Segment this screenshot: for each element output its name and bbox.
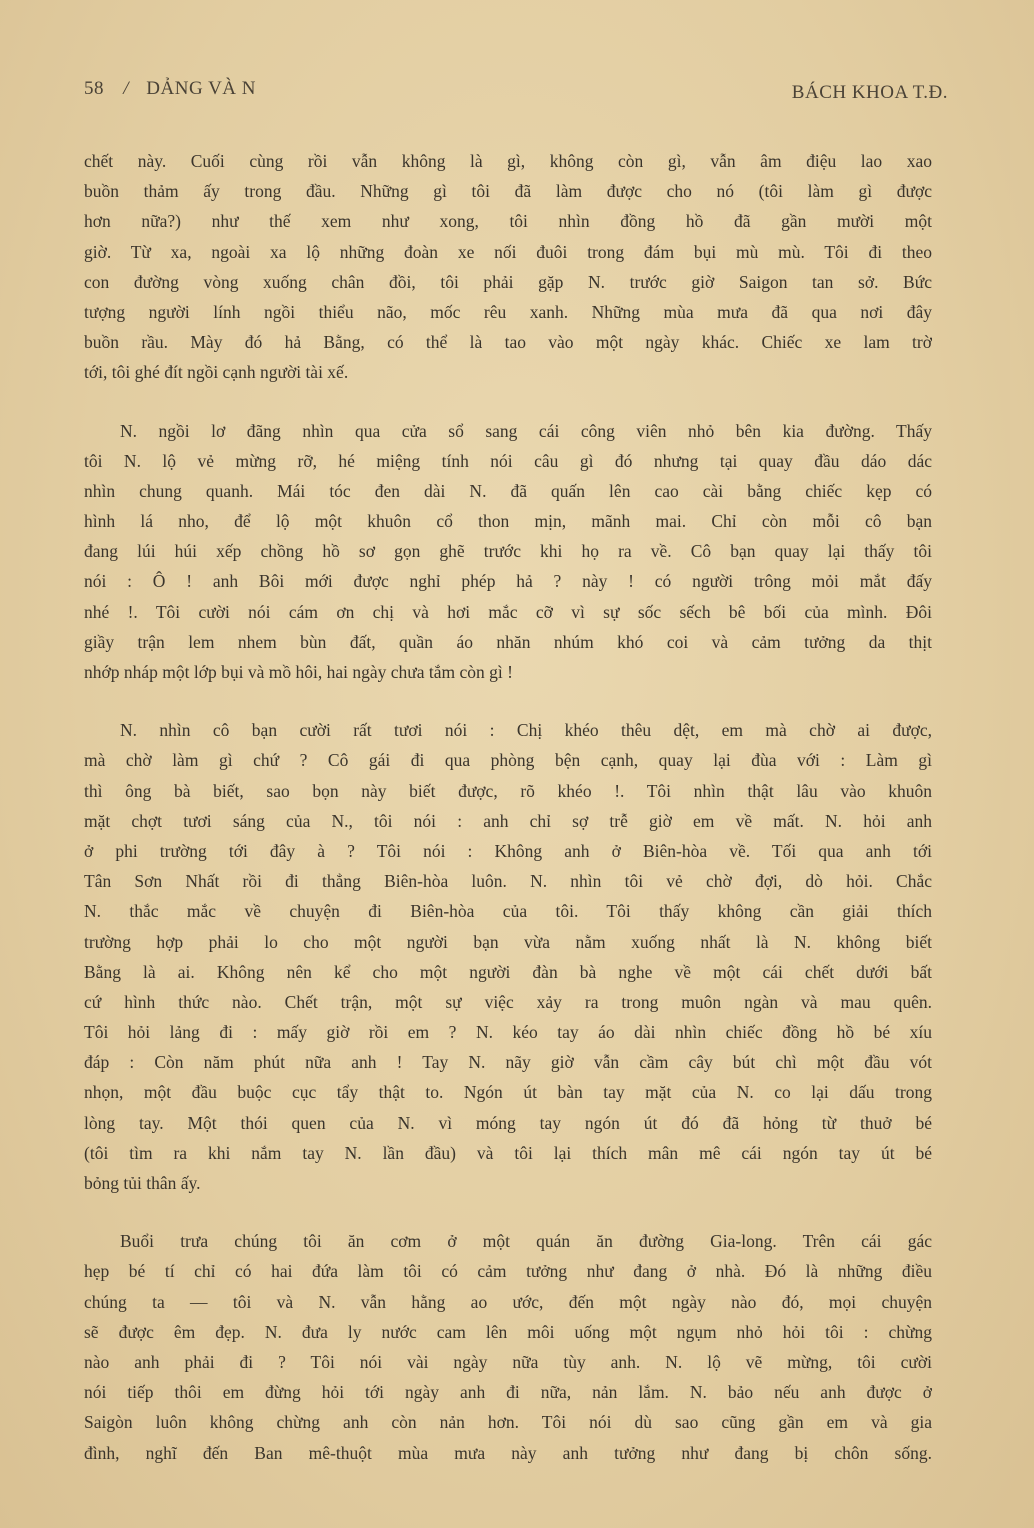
text-line: hẹp bé tí chỉ có hai đứa làm tôi có cảm tưởng như đang ở nhà. Đó là những điều xyxy=(84,1261,932,1282)
header-separator: / xyxy=(123,78,130,99)
publication-title: BÁCH KHOA T.Đ. xyxy=(791,82,948,103)
text-line: nói tiếp thôi em đừng hỏi tới ngày anh đi nữa, nản lắm. N. bảo nếu anh được ở xyxy=(84,1382,932,1403)
text-line: lòng tay. Một thói quen của N. vì móng tay ngón út đó đã hỏng từ thuở bé xyxy=(84,1112,932,1133)
text-line: cứ hình thức nào. Chết trận, một sự việc xảy ra trong muôn ngàn và mau quên. xyxy=(84,991,932,1012)
text-line: N. nhìn cô bạn cười rất tươi nói : Chị khéo thêu dệt, em mà chờ ai được, xyxy=(120,720,932,741)
text-line: hơn nữa?) như thế xem như xong, tôi nhìn đồng hồ đã gần mười một xyxy=(84,211,932,232)
text-line: nhọn, một đầu buộc cục tẩy thật to. Ngón út bàn tay mặt của N. co lại dấu trong xyxy=(84,1082,932,1103)
paragraph-3 xyxy=(84,715,932,1198)
text-line: thì ông bà biết, sao bọn này biết được, rõ khéo !. Tôi nhìn thật lâu vào khuôn xyxy=(84,780,932,801)
paragraph-4 xyxy=(84,1226,932,1468)
text-line: đáp : Còn năm phút nữa anh ! Tay N. nãy giờ vẫn cầm cây bút chì một đầu vót xyxy=(84,1052,932,1073)
text-line: N. thắc mắc về chuyện đi Biên-hòa của tôi. Tôi thấy không cần giải thích xyxy=(84,901,932,922)
text-line: nhớp nháp một lớp bụi và mồ hôi, hai ngày chưa tắm còn gì ! xyxy=(84,662,513,682)
text-line: buồn rầu. Mày đó hả Bằng, có thể là tao vào một ngày khác. Chiếc xe lam trờ xyxy=(84,332,932,353)
text-line: chết này. Cuối cùng rồi vẫn không là gì, không còn gì, vẫn âm điệu lao xao xyxy=(84,151,932,171)
text-line: ở phi trường tới đây à ? Tôi nói : Không anh ở Biên-hòa về. Tối qua anh tới xyxy=(84,840,932,861)
text-line: tượng người lính ngồi thiểu não, mốc rêu xanh. Những mùa mưa đã qua nơi đây xyxy=(84,301,932,322)
text-line: tôi N. lộ vẻ mừng rỡ, hé miệng tính nói câu gì đó nhưng tại quay đầu dáo dác xyxy=(84,450,932,471)
text-line: Buổi trưa chúng tôi ăn cơm ở một quán ăn đường Gia-long. Trên cái gác xyxy=(120,1231,932,1252)
chapter-title: DẢNG VÀ N xyxy=(146,78,256,99)
text-line: mặt chợt tươi sáng của N., tôi nói : anh chỉ sợ trễ giờ em về mất. N. hỏi anh xyxy=(84,810,932,831)
text-line: tới, tôi ghé đít ngồi cạnh người tài xế. xyxy=(84,362,349,383)
page-number: 58 xyxy=(84,78,104,99)
text-line: Bằng là ai. Không nên kể cho một người đàn bà nghe về một cái chết dưới bất xyxy=(84,961,932,982)
text-line: Tôi hỏi lảng đi : mấy giờ rồi em ? N. kéo tay áo dài nhìn chiếc đồng hồ bé xíu xyxy=(84,1022,932,1043)
text-line: trường hợp phải lo cho một người bạn vừa nằm xuống nhất là N. không biết xyxy=(84,931,932,952)
text-line: nhé !. Tôi cười nói cám ơn chị và hơi mắc cỡ vì sự sốc sếch bê bối của mình. Đôi xyxy=(84,601,932,622)
text-line: đình, nghĩ đến Ban mê-thuột mùa mưa này anh tưởng như đang bị chôn sống. xyxy=(84,1442,932,1463)
text-line: N. ngồi lơ đãng nhìn qua cửa sổ sang cái công viên nhỏ bên kia đường. Thấy xyxy=(120,420,932,441)
text-line: bỏng tủi thân ấy. xyxy=(84,1173,201,1193)
text-line: giầy trận lem nhem bùn đất, quần áo nhăn nhúm khó coi và cảm tưởng da thịt xyxy=(84,631,932,652)
paragraph-2 xyxy=(84,416,932,688)
text-line: nói : Ô ! anh Bôi mới được nghỉ phép hả ? này ! có người trông mỏi mắt đấy xyxy=(84,571,932,592)
text-line: mà chờ làm gì chứ ? Cô gái đi qua phòng bện cạnh, quay lại đùa với : Làm gì xyxy=(84,750,932,771)
body-text xyxy=(84,146,932,1496)
paragraph-1 xyxy=(84,146,932,388)
text-line: nào anh phải đi ? Tôi nói vài ngày nữa tùy anh. N. lộ vẽ mừng, tôi cười xyxy=(84,1351,932,1372)
text-line: buồn thảm ấy trong đầu. Những gì tôi đã làm được cho nó (tôi làm gì được xyxy=(84,181,932,202)
text-line: sẽ được êm đẹp. N. đưa ly nước cam lên môi uống một ngụm nhỏ hỏi tôi : chừng xyxy=(84,1321,932,1342)
header-left xyxy=(84,78,256,100)
text-line: giờ. Từ xa, ngoài xa lộ những đoàn xe nối đuôi trong đám bụi mù mù. Tôi đi theo xyxy=(84,241,932,262)
text-line: con đường vòng xuống chân đồi, tôi phải gặp N. trước giờ Saigon tan sở. Bức xyxy=(84,271,932,292)
text-line: Tân Sơn Nhất rồi đi thẳng Biên-hòa luôn. N. nhìn tôi vẻ chờ đợi, dò hỏi. Chắc xyxy=(84,871,932,892)
text-line: đang lúi húi xếp chồng hồ sơ gọn ghẽ trước khi họ ra về. Cô bạn quay lại thấy tôi xyxy=(84,541,932,562)
text-line: Saigòn luôn không chừng anh còn nản hơn. Tôi nói dù sao cũng gần em và gia xyxy=(84,1412,932,1433)
text-line: (tôi tìm ra khi nắm tay N. lần đầu) và tôi lại thích mân mê cái ngón tay út bé xyxy=(84,1142,932,1163)
page-header xyxy=(84,78,948,108)
text-line: hình lá nho, để lộ một khuôn cổ thon mịn, mãnh mai. Chỉ còn mỗi cô bạn xyxy=(84,511,932,532)
text-line: nhìn chung quanh. Mái tóc đen dài N. đã quấn lên cao cài bằng chiếc kẹp có xyxy=(84,480,932,501)
text-line: chúng ta — tôi và N. vẫn hằng ao ước, đến một ngày nào đó, mọi chuyện xyxy=(84,1291,932,1312)
